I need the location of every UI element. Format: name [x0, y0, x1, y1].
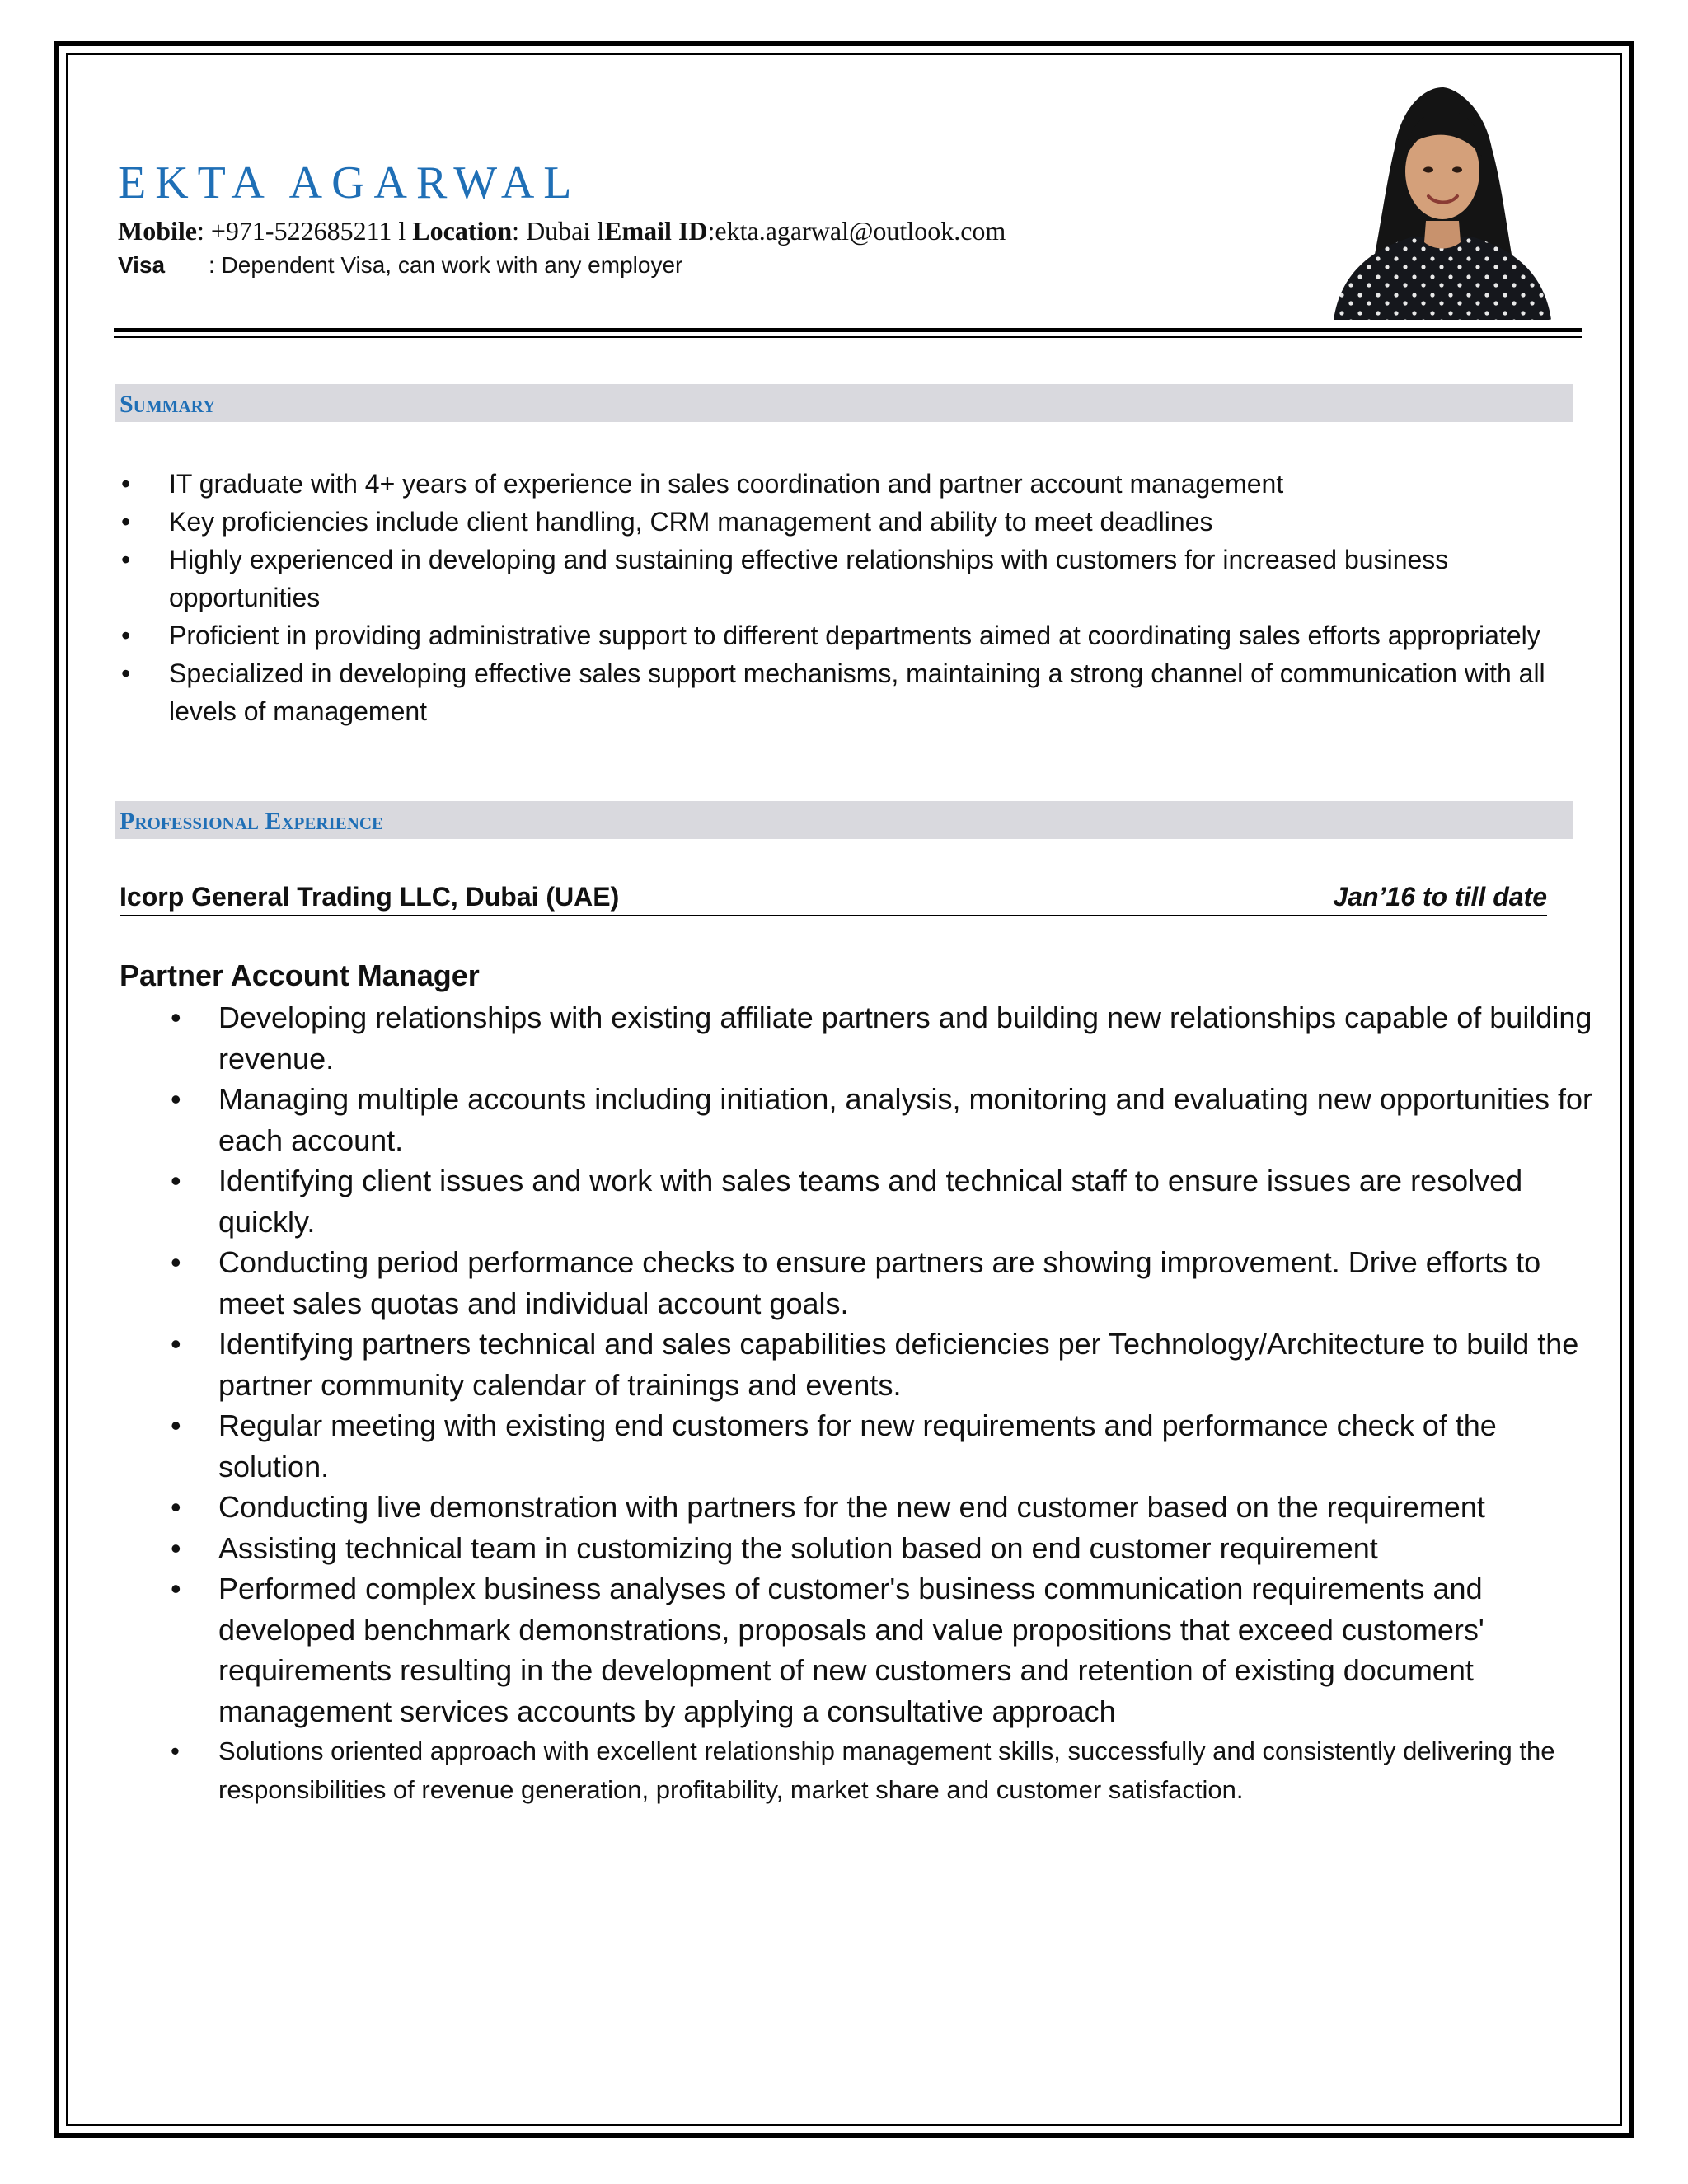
- candidate-name: EKTA AGARWAL: [118, 157, 581, 209]
- profile-photo: [1319, 73, 1566, 320]
- list-item-text: IT graduate with 4+ years of experience in sales coordination and partner account management: [169, 469, 1284, 499]
- summary-heading: Summary: [115, 384, 1573, 422]
- list-item-text: Conducting period performance checks to ensure partners are showing improvement. Drive efforts to meet sales quotas and individual account goals.: [218, 1245, 1541, 1320]
- list-item-text: Conducting live demonstration with partners for the new end customer based on the requirement: [218, 1490, 1485, 1524]
- list-item: [120, 616, 1570, 654]
- header-divider-thin: [114, 336, 1582, 338]
- duties-list: [169, 997, 1595, 1809]
- bullet: •: [171, 1408, 181, 1442]
- list-item: [169, 1487, 1595, 1528]
- bullet: •: [121, 545, 131, 574]
- visa-label: Visa: [118, 252, 166, 278]
- separator: l: [398, 216, 406, 246]
- list-item: [120, 465, 1570, 503]
- job-title: Partner Account Manager: [120, 958, 480, 992]
- email-value: :ekta.agarwal@outlook.com: [707, 216, 1006, 246]
- list-item: [169, 1732, 1595, 1809]
- list-item: [169, 1079, 1595, 1160]
- header-divider-thick: [114, 328, 1582, 332]
- list-item: [169, 1568, 1595, 1732]
- list-item-text: Performed complex business analyses of customer's business communication requirements and developed benchmark demonstrations, proposals and value propositions that exceed customers' requirements resulting in the development of new customers and retention of existing document management services accounts by applying a consultative approach: [218, 1572, 1484, 1728]
- contact-line: [118, 216, 1006, 246]
- visa-line: [118, 252, 682, 279]
- bullet: •: [121, 658, 131, 688]
- bullet: •: [121, 621, 131, 650]
- list-item-text: Assisting technical team in customizing the solution based on end customer requirement: [218, 1530, 1378, 1565]
- bullet: •: [171, 1530, 181, 1565]
- list-item: [120, 503, 1570, 541]
- bullet: •: [171, 1572, 181, 1605]
- bullet: •: [121, 507, 131, 537]
- list-item-text: Developing relationships with existing affiliate partners and building new relationships capable of building revenue.: [218, 1001, 1592, 1076]
- bullet: •: [171, 1327, 181, 1361]
- bullet: •: [171, 1736, 180, 1765]
- email-label: Email ID: [604, 216, 708, 246]
- bullet: •: [171, 1082, 181, 1116]
- list-item-text: Proficient in providing administrative support to different departments aimed at coordinating sales efforts appropriately: [169, 621, 1540, 650]
- list-item: [169, 1160, 1595, 1242]
- experience-heading: Professional Experience: [115, 801, 1573, 839]
- bullet: •: [171, 1001, 181, 1034]
- bullet: •: [171, 1490, 181, 1524]
- list-item: [169, 1528, 1595, 1569]
- list-item-text: Solutions oriented approach with excellent relationship management skills, successfully and consistently delivering the responsibilities of revenue generation, profitability, market share and customer satisfaction.: [218, 1736, 1555, 1804]
- list-item-text: Highly experienced in developing and sustaining effective relationships with customers for increased business opportunities: [169, 545, 1449, 612]
- list-item-text: Identifying client issues and work with sales teams and technical staff to ensure issues are resolved quickly.: [218, 1164, 1523, 1239]
- list-item: [120, 654, 1570, 730]
- list-item-text: Specialized in developing effective sales support mechanisms, maintaining a strong channel of communication with all levels of management: [169, 658, 1545, 726]
- list-item: [169, 1242, 1595, 1324]
- summary-list: [120, 465, 1570, 730]
- company-name: Icorp General Trading LLC, Dubai (UAE): [120, 882, 620, 912]
- list-item: [169, 1324, 1595, 1405]
- list-item-text: Regular meeting with existing end customers for new requirements and performance check of the solution.: [218, 1408, 1497, 1483]
- list-item: [120, 541, 1570, 616]
- list-item-text: Managing multiple accounts including initiation, analysis, monitoring and evaluating new opportunities for each account.: [218, 1082, 1592, 1157]
- separator: l: [597, 216, 605, 246]
- job-header: [120, 879, 1547, 916]
- bullet: •: [171, 1245, 181, 1279]
- mobile-label: Mobile: [118, 216, 197, 246]
- visa-value: : Dependent Visa, can work with any employer: [209, 252, 683, 278]
- mobile-value: : +971-522685211: [196, 216, 392, 246]
- location-value: : Dubai: [512, 216, 591, 246]
- list-item-text: Identifying partners technical and sales capabilities deficiencies per Technology/Architecture to build the partner community calendar of trainings and events.: [218, 1327, 1579, 1402]
- list-item: [169, 1405, 1595, 1487]
- list-item-text: Key proficiencies include client handling, CRM management and ability to meet deadlines: [169, 507, 1213, 537]
- list-item: [169, 997, 1595, 1079]
- location-label: Location: [412, 216, 513, 246]
- bullet: •: [121, 469, 131, 499]
- bullet: •: [171, 1164, 181, 1197]
- job-dates: Jan’16 to till date: [1333, 882, 1547, 912]
